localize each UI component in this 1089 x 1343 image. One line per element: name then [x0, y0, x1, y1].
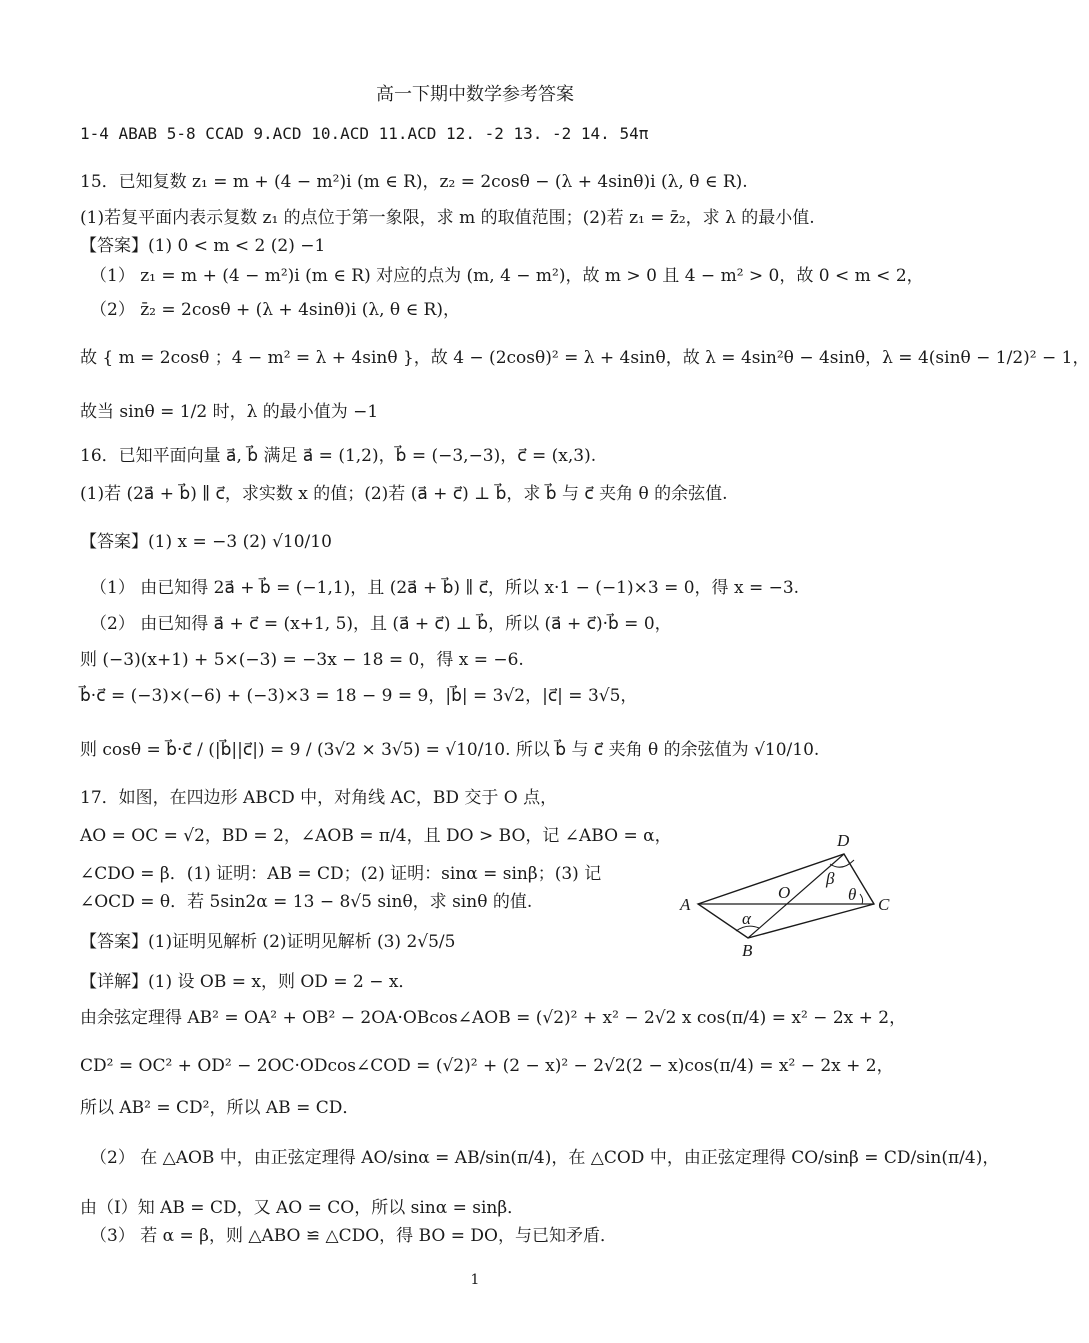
label-beta: β	[826, 869, 835, 888]
problem-16-part2: （2） 由已知得 a⃗ + c⃗ = (x+1, 5)，且 (a⃗ + c⃗) ⊥ b⃗，所以 (a⃗ + c⃗)·b⃗ = 0，	[90, 614, 672, 634]
problem-17-statement: 17．如图，在四边形 ABCD 中，对角线 AC，BD 交于 O 点，	[80, 788, 558, 808]
problem-16-answer: 【答案】(1) x = −3 (2) √10/10	[80, 532, 332, 552]
problem-16-statement: 16．已知平面向量 a⃗, b⃗ 满足 a⃗ = (1,2)，b⃗ = (−3,−3)，c⃗ = (x,3).	[80, 446, 597, 466]
problem-17-cd-squared: CD² = OC² + OD² − 2OC·ODcos∠COD = (√2)² + (2 − x)² − 2√2(2 − x)cos(π/4) = x² − 2x + 2，	[80, 1056, 894, 1076]
problem-16-step: 则 (−3)(x+1) + 5×(−3) = −3x − 18 = 0，得 x = −6.	[80, 650, 524, 670]
problem-17-part2: （2） 在 △AOB 中，由正弦定理得 AO/sinα = AB/sin(π/4)，在 △COD 中，由正弦定理得 CO/sinβ = CD/sin(π/4)，	[90, 1148, 1000, 1168]
angle-theta-arc	[860, 894, 863, 904]
label-o: O	[778, 883, 791, 902]
problem-17-given: AO = OC = √2，BD = 2，∠AOB = π/4，且 DO > BO，记 ∠ABO = α，	[80, 826, 672, 846]
label-alpha: α	[742, 909, 751, 928]
page-title: 高一下期中数学参考答案	[376, 84, 574, 105]
problem-15-part1: （1） z₁ = m + (4 − m²)i (m ∈ R) 对应的点为 (m, 4 − m²)，故 m > 0 且 4 − m² > 0，故 0 < m < 2，	[90, 266, 924, 286]
problem-15-derivation: 故 { m = 2cosθ ；4 − m² = λ + 4sinθ }，故 4 − (2cosθ)² = λ + 4sinθ，故 λ = 4sin²θ − 4sinθ，λ = 4(sinθ − 1/2)² − 1，	[80, 348, 1089, 368]
problem-17-answer: 【答案】(1)证明见解析 (2)证明见解析 (3) 2√5/5	[80, 932, 456, 952]
problem-17-condition: ∠OCD = θ．若 5sin2α = 13 − 8√5 sinθ，求 sinθ 的值.	[80, 892, 533, 912]
page-number: 1	[470, 1272, 480, 1288]
problem-15-conclusion: 故当 sinθ = 1/2 时，λ 的最小值为 −1	[80, 402, 379, 422]
answer-key-line: 1-4 ABAB 5-8 CCAD 9.ACD 10.ACD 11.ACD 12. -2 13. -2 14. 54π	[80, 124, 649, 143]
label-b: B	[742, 941, 753, 960]
problem-16-cosine: 则 cosθ = b⃗·c⃗ / (|b⃗||c⃗|) = 9 / (3√2 × 3√5) = √10/10. 所以 b⃗ 与 c⃗ 夹角 θ 的余弦值为 √10/10.	[80, 740, 820, 760]
quadrilateral-figure	[672, 822, 912, 962]
problem-16-part1: （1） 由已知得 2a⃗ + b⃗ = (−1,1)，且 (2a⃗ + b⃗) ∥ c⃗，所以 x·1 − (−1)×3 = 0，得 x = −3.	[90, 578, 800, 598]
problem-16-magnitudes: b⃗·c⃗ = (−3)×(−6) + (−3)×3 = 18 − 9 = 9，|b⃗| = 3√2，|c⃗| = 3√5，	[80, 686, 638, 706]
problem-15-part2: （2） z̄₂ = 2cosθ + (λ + 4sinθ)i (λ, θ ∈ R)，	[90, 300, 460, 320]
label-theta: θ	[848, 885, 857, 904]
label-d: D	[837, 831, 850, 850]
problem-17-detail-1: 【详解】(1) 设 OB = x，则 OD = 2 − x．	[80, 972, 416, 992]
label-a: A	[680, 895, 691, 914]
problem-17-part3: （3） 若 α = β，则 △ABO ≌ △CDO，得 BO = DO，与已知矛盾．	[90, 1226, 617, 1246]
problem-17-ab-eq-cd: 所以 AB² = CD²，所以 AB = CD．	[80, 1098, 360, 1118]
problem-16-questions: (1)若 (2a⃗ + b⃗) ∥ c⃗，求实数 x 的值；(2)若 (a⃗ + c⃗) ⊥ b⃗，求 b⃗ 与 c⃗ 夹角 θ 的余弦值.	[80, 484, 728, 504]
problem-15-answer: 【答案】(1) 0 < m < 2 (2) −1	[80, 236, 326, 256]
problem-17-questions: ∠CDO = β．(1) 证明：AB = CD；(2) 证明：sinα = sinβ；(3) 记	[80, 864, 602, 884]
problem-15-statement: 15．已知复数 z₁ = m + (4 − m²)i (m ∈ R)，z₂ = 2cosθ − (λ + 4sinθ)i (λ, θ ∈ R).	[80, 172, 748, 192]
problem-17-ab-squared: 由余弦定理得 AB² = OA² + OB² − 2OA·OBcos∠AOB = (√2)² + x² − 2√2 x cos(π/4) = x² − 2x + 2，	[80, 1008, 907, 1028]
problem-17-part2-conclusion: 由（Ⅰ）知 AB = CD，又 AO = CO，所以 sinα = sinβ．	[80, 1198, 525, 1218]
label-c: C	[878, 895, 890, 914]
problem-15-questions: (1)若复平面内表示复数 z₁ 的点位于第一象限，求 m 的取值范围；(2)若 z₁ = z̄₂，求 λ 的最小值.	[80, 208, 815, 228]
